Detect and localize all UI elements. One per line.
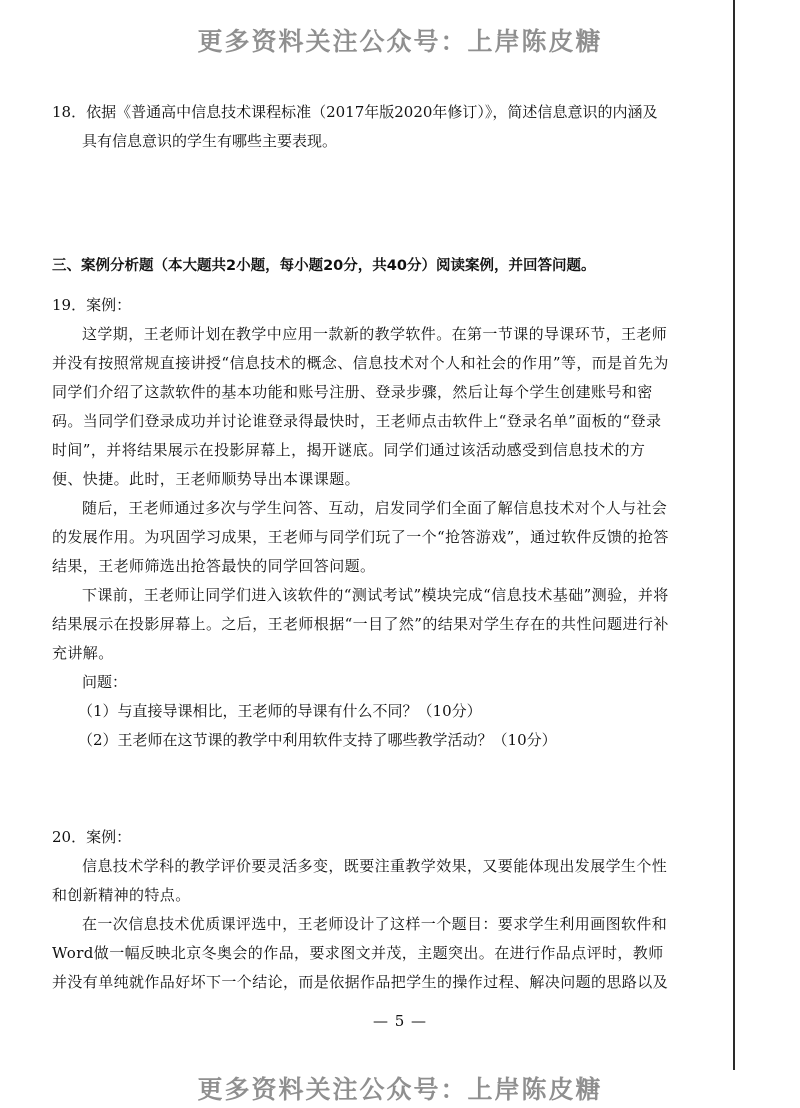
margin-rule: [733, 0, 735, 1070]
question-20-label: 20．案例：: [52, 828, 132, 846]
section-3: [52, 252, 692, 281]
question-18-line-1: 18．依据《普通高中信息技术课程标准（2017年版2020年修订）》，简述信息意识的内涵及: [52, 103, 658, 121]
question-19-paragraph-3: 下课前，王老师让同学们进入该软件的“测试考试”模块完成“信息技术基础”测验，并将结果展示在投影屏幕上。之后，王老师根据“一目了然”的结果对学生存在的共性问题进行补充讲解。: [52, 586, 669, 662]
question-20-paragraph-2: 在一次信息技术优质课评选中，王老师设计了这样一个题目：要求学生利用画图软件和Word做一幅反映北京冬奥会的作品，要求图文并茂，主题突出。在进行作品点评时，教师并没有单纯就作品好坏下一个结论，而是依据作品把学生的操作过程、解决问题的思路以及: [52, 915, 669, 991]
question-18: [52, 98, 672, 156]
page-number: — 5 —: [372, 1012, 428, 1030]
question-19-sub-question-2: （2）王老师在这节课的教学中利用软件支持了哪些教学活动？（10分）: [78, 731, 557, 749]
question-20-paragraph-1: 信息技术学科的教学评价要灵活多变，既要注重教学效果，又要能体现出发展学生个性和创新精神的特点。: [52, 857, 668, 904]
section-3-heading: 三、案例分析题（本大题共2小题，每小题20分，共40分）阅读案例，并回答问题。: [52, 258, 596, 274]
question-19-question-label: 问题：: [82, 673, 128, 691]
question-19: [52, 291, 672, 755]
question-20: [52, 823, 672, 997]
question-19-paragraph-1: 这学期，王老师计划在教学中应用一款新的教学软件。在第一节课的导课环节，王老师并没有按照常规直接讲授“信息技术的概念、信息技术对个人和社会的作用”等，而是首先为同学们介绍了这款软件的基本功能和账号注册、登录步骤，然后让每个学生创建账号和密码。当同学们登录成功并讨论谁登录得最快时，王老师点击软件上“登录名单”面板的“登录时间”，并将结果展示在投影屏幕上，揭开谜底。同学们通过该活动感受到信息技术的方便、快捷。此时，王老师顺势导出本课课题。: [52, 325, 669, 488]
watermark-top: 更多资料关注公众号：上岸陈皮糖: [197, 27, 603, 56]
question-18-line-2: 具有信息意识的学生有哪些主要表现。: [82, 132, 338, 150]
question-19-sub-question-1: （1）与直接导课相比，王老师的导课有什么不同？（10分）: [78, 702, 482, 720]
watermark-bottom: 更多资料关注公众号：上岸陈皮糖: [197, 1075, 603, 1104]
question-19-label: 19．案例：: [52, 296, 132, 314]
question-19-paragraph-2: 随后，王老师通过多次与学生问答、互动，启发同学们全面了解信息技术对个人与社会的发展作用。为巩固学习成果，王老师与同学们玩了一个“抢答游戏”，通过软件反馈的抢答结果，王老师筛选出抢答最快的同学回答问题。: [52, 499, 669, 575]
